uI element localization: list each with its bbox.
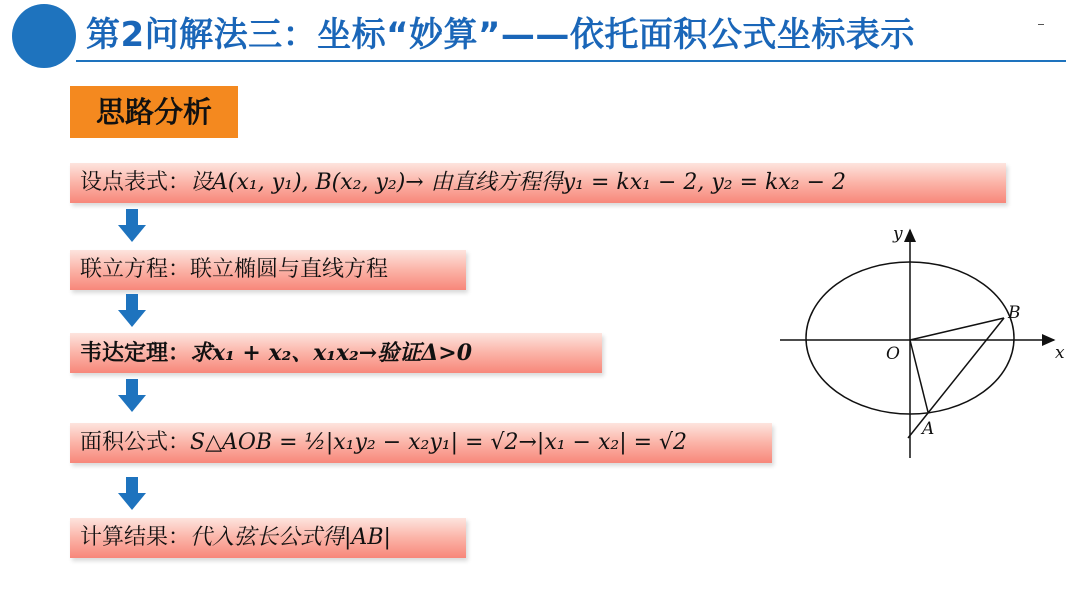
ellipse-diagram xyxy=(772,222,1065,462)
step-label: 计算结果： xyxy=(80,525,191,550)
title-underline xyxy=(76,60,1066,62)
segment-oa xyxy=(910,340,928,412)
step-vieta xyxy=(70,333,602,373)
step-set-points xyxy=(70,163,1006,203)
arrow-down-icon xyxy=(116,477,148,511)
section-tag: 思路分析 xyxy=(70,86,238,138)
step-label: 面积公式： xyxy=(80,430,191,455)
step-content: S△AOB = ½|x₁y₂ − x₂y₁| = √2→|x₁ − x₂| = √2 xyxy=(190,430,688,455)
step-label: 联立方程： xyxy=(80,257,191,282)
point-a-label: A xyxy=(922,419,935,439)
step-label: 韦达定理： xyxy=(80,341,191,366)
slide-title: 第2问解法三：坐标“妙算”——依托面积公式坐标表示 xyxy=(86,15,915,55)
step-label: 设点表式： xyxy=(80,170,191,195)
arrow-down-icon xyxy=(116,209,148,243)
arrow-down-icon xyxy=(116,294,148,328)
y-axis-label: y xyxy=(893,224,903,244)
step-area-formula xyxy=(70,423,772,463)
arrow-down-icon xyxy=(116,379,148,413)
point-b-label: B xyxy=(1008,303,1021,323)
step-content: 设A(x₁, y₁), B(x₂, y₂)→ 由直线方程得y₁ = kx₁ − 2, y₂ = kx₂ − 2 xyxy=(190,170,847,195)
origin-label: O xyxy=(886,344,900,364)
step-content: 代入弦长公式得|AB| xyxy=(190,525,391,550)
step-simultaneous xyxy=(70,250,466,290)
x-axis-label: x xyxy=(1055,343,1065,363)
title-tick-mark xyxy=(1038,24,1044,25)
step-result xyxy=(70,518,466,558)
title-bullet-circle xyxy=(12,4,76,68)
step-content: 求x₁ + x₂、x₁x₂→验证Δ>0 xyxy=(190,340,473,366)
step-content: 联立椭圆与直线方程 xyxy=(190,257,389,282)
